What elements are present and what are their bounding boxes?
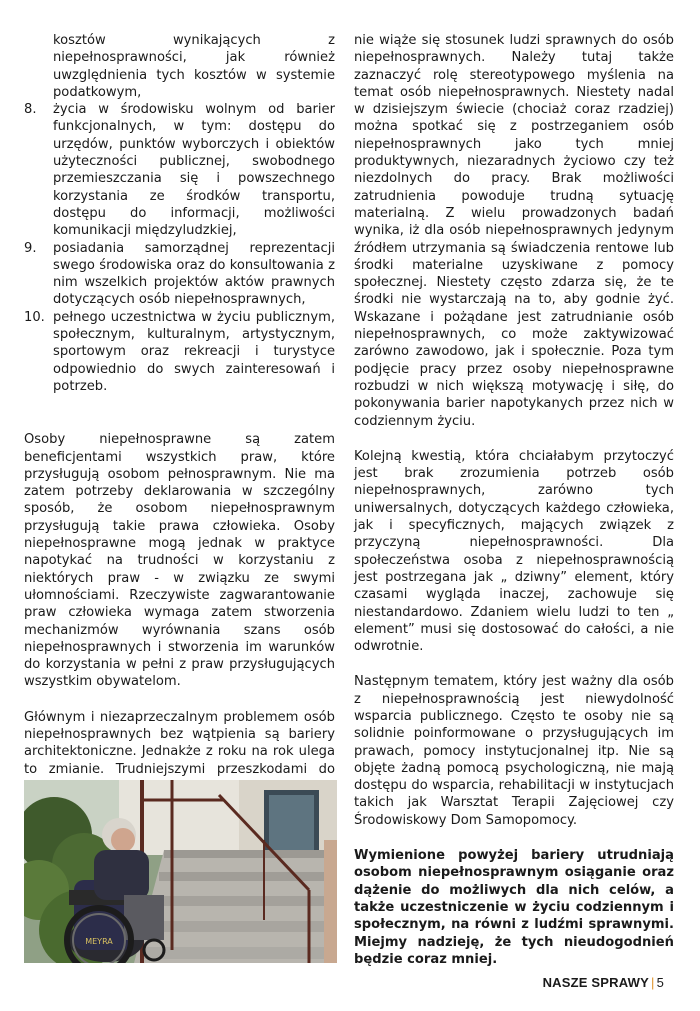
list-item-text: życia w środowisku wolnym od barier funkcjonalnych, w tym: dostępu do urzędów, punktów wyborczych i obiektów użyteczności publicznej, swobodnego przemieszczania się i powszechnego korzystania ze środków transportu, dostępu do informacji, możliwości komunikacji międzyludzkiej, xyxy=(53,102,335,239)
paragraph-conclusion: Wymienione powyżej bariery utrudniają osobom niepełnosprawnym osiąganie oraz dążenie do możliwych dla nich celów, a także uczestniczenie w życiu codziennym i społecznym, na równi z ludźmi sprawnymi. Miejmy nadzieję, że tych nieudogodnień będzie coraz mniej. xyxy=(354,848,674,967)
magazine-title: NASZE SPRAWY xyxy=(542,975,649,990)
list-item xyxy=(24,101,335,239)
paragraph-stereotypes: nie wiąże się stosunek ludzi sprawnych do osób niepełnosprawnych. Należy tutaj także zaznaczyć rolę stereotypowego myślenia na temat osób niepełnosprawnych. Niestety nadal w dzisiejszym świecie (chociaż coraz rzadziej) można spotkać się z postrzeganiem osób niepełnosprawnych jako tych mniej produktywnych, niezaradnych życiowo czy też niezdolnych do pracy. Brak możliwości zatrudnienia powoduje trudną sytuację materialną. Z wielu prowadzonych badań wynika, iż dla osób niepełnosprawnych jedynym źródłem utrzymania są świadczenia rentowe lub środki materialne uzyskiwane z pomocy społecznej. Niestety często zdarza się, że te środki nie wystarczają na to, aby godnie żyć. Wskazane i pożądane jest zatrudnianie osób niepełnosprawnych, co może zaktywizować zarówno zawodowo, jak i społecznie. Poza tym podjęcie pracy przez osoby niepełnosprawne rozbudzi w nich większą motywację i siłę, do pokonywania barier napotykanych przez nich w codziennym życiu. xyxy=(354,33,674,429)
photo-illustration xyxy=(24,780,337,963)
list-item-number: 9. xyxy=(24,240,37,256)
rights-list xyxy=(24,101,335,395)
list-item-number: 8. xyxy=(24,102,37,118)
right-column xyxy=(354,32,674,968)
paragraph-needs: Kolejną kwestią, która chciałabym przytoczyć jest brak zrozumienia potrzeb osób niepełnosprawnych, zarówno tych uniwersalnych, dotyczących każdego człowieka, jak i specyficznych, mających związek z przyczyną niepełnosprawności. Dla społeczeństwa osoba z niepełnosprawnością jest postrzegana jak „ dziwny” element, który czasami wygląda inaczej, zachowuje się niestandardowo. Zdaniem wielu ludzi to ten „ element” musi się dostosować do całości, a nie odwrotnie. xyxy=(354,448,674,655)
footer-separator: | xyxy=(650,975,655,990)
page-number: 5 xyxy=(656,975,664,990)
list-item-number: 10. xyxy=(24,309,45,325)
page-footer xyxy=(543,975,664,990)
photo-wheelchair-stairs xyxy=(24,780,337,963)
list-item-text: pełnego uczestnictwa w życiu publicznym, społecznym, kulturalnym, artystycznym, sportowym oraz rekreacji i turystyce odpowiednio do swych zainteresowań i potrzeb. xyxy=(53,309,335,394)
wheelchair-brand-label: MEYRA xyxy=(85,937,113,946)
left-column xyxy=(24,32,335,830)
list-item-text: posiadania samorządnej reprezentacji swego środowiska oraz do konsultowania z nim wszelkich projektów aktów prawnych dotyczących osób niepełnosprawnych, xyxy=(53,240,335,308)
paragraph-beneficiaries: Osoby niepełnosprawne są zatem beneficjentami wszystkich praw, które przysługują osobom pełnosprawnym. Nie ma zatem potrzeby deklarowania w szczególny sposób, że osobom niepełnosprawnym przysługują takie prawa człowieka. Osoby niepełnosprawne mogą jednak w praktyce napotykać na trudności w korzystaniu z niektórych praw - w związku ze swymi ułomnościami. Rzeczywiste zagwarantowanie praw człowieka wymaga zatem stworzenia mechanizmów wyrównania szans osób niepełnosprawnych i stworzenia im warunków do korzystania w pełni z praw przysługujących wszystkim obywatelom. xyxy=(24,432,335,690)
list-item xyxy=(24,309,335,395)
paragraph-barriers: Głównym i niezaprzeczalnym problemem osób niepełnosprawnych bez wątpienia są bariery architektoniczne. Jednakże z roku na rok ulega to zmianie. Trudniejszymi przeszkodami do xyxy=(24,709,335,777)
list-item-7-continuation: kosztów wynikających z niepełnosprawności, jak również uwzględnienia tych kosztów w systemie podatkowym, xyxy=(53,33,335,100)
list-item xyxy=(24,240,335,309)
paragraph-public-support: Następnym tematem, który jest ważny dla osób z niepełnosprawnością jest niewydolność wsparcia publicznego. Często te osoby nie są solidnie poinformowane o przysługujących im prawach, pomocy instytucjonalnej itp. Nie są objęte żadną pomocą psychologiczną, nie mają dostępu do wsparcia, rehabilitacji w instytucjach takich jak Warsztat Terapii Zajęciowej czy Środowiskowy Dom Samopomocy. xyxy=(354,674,674,828)
